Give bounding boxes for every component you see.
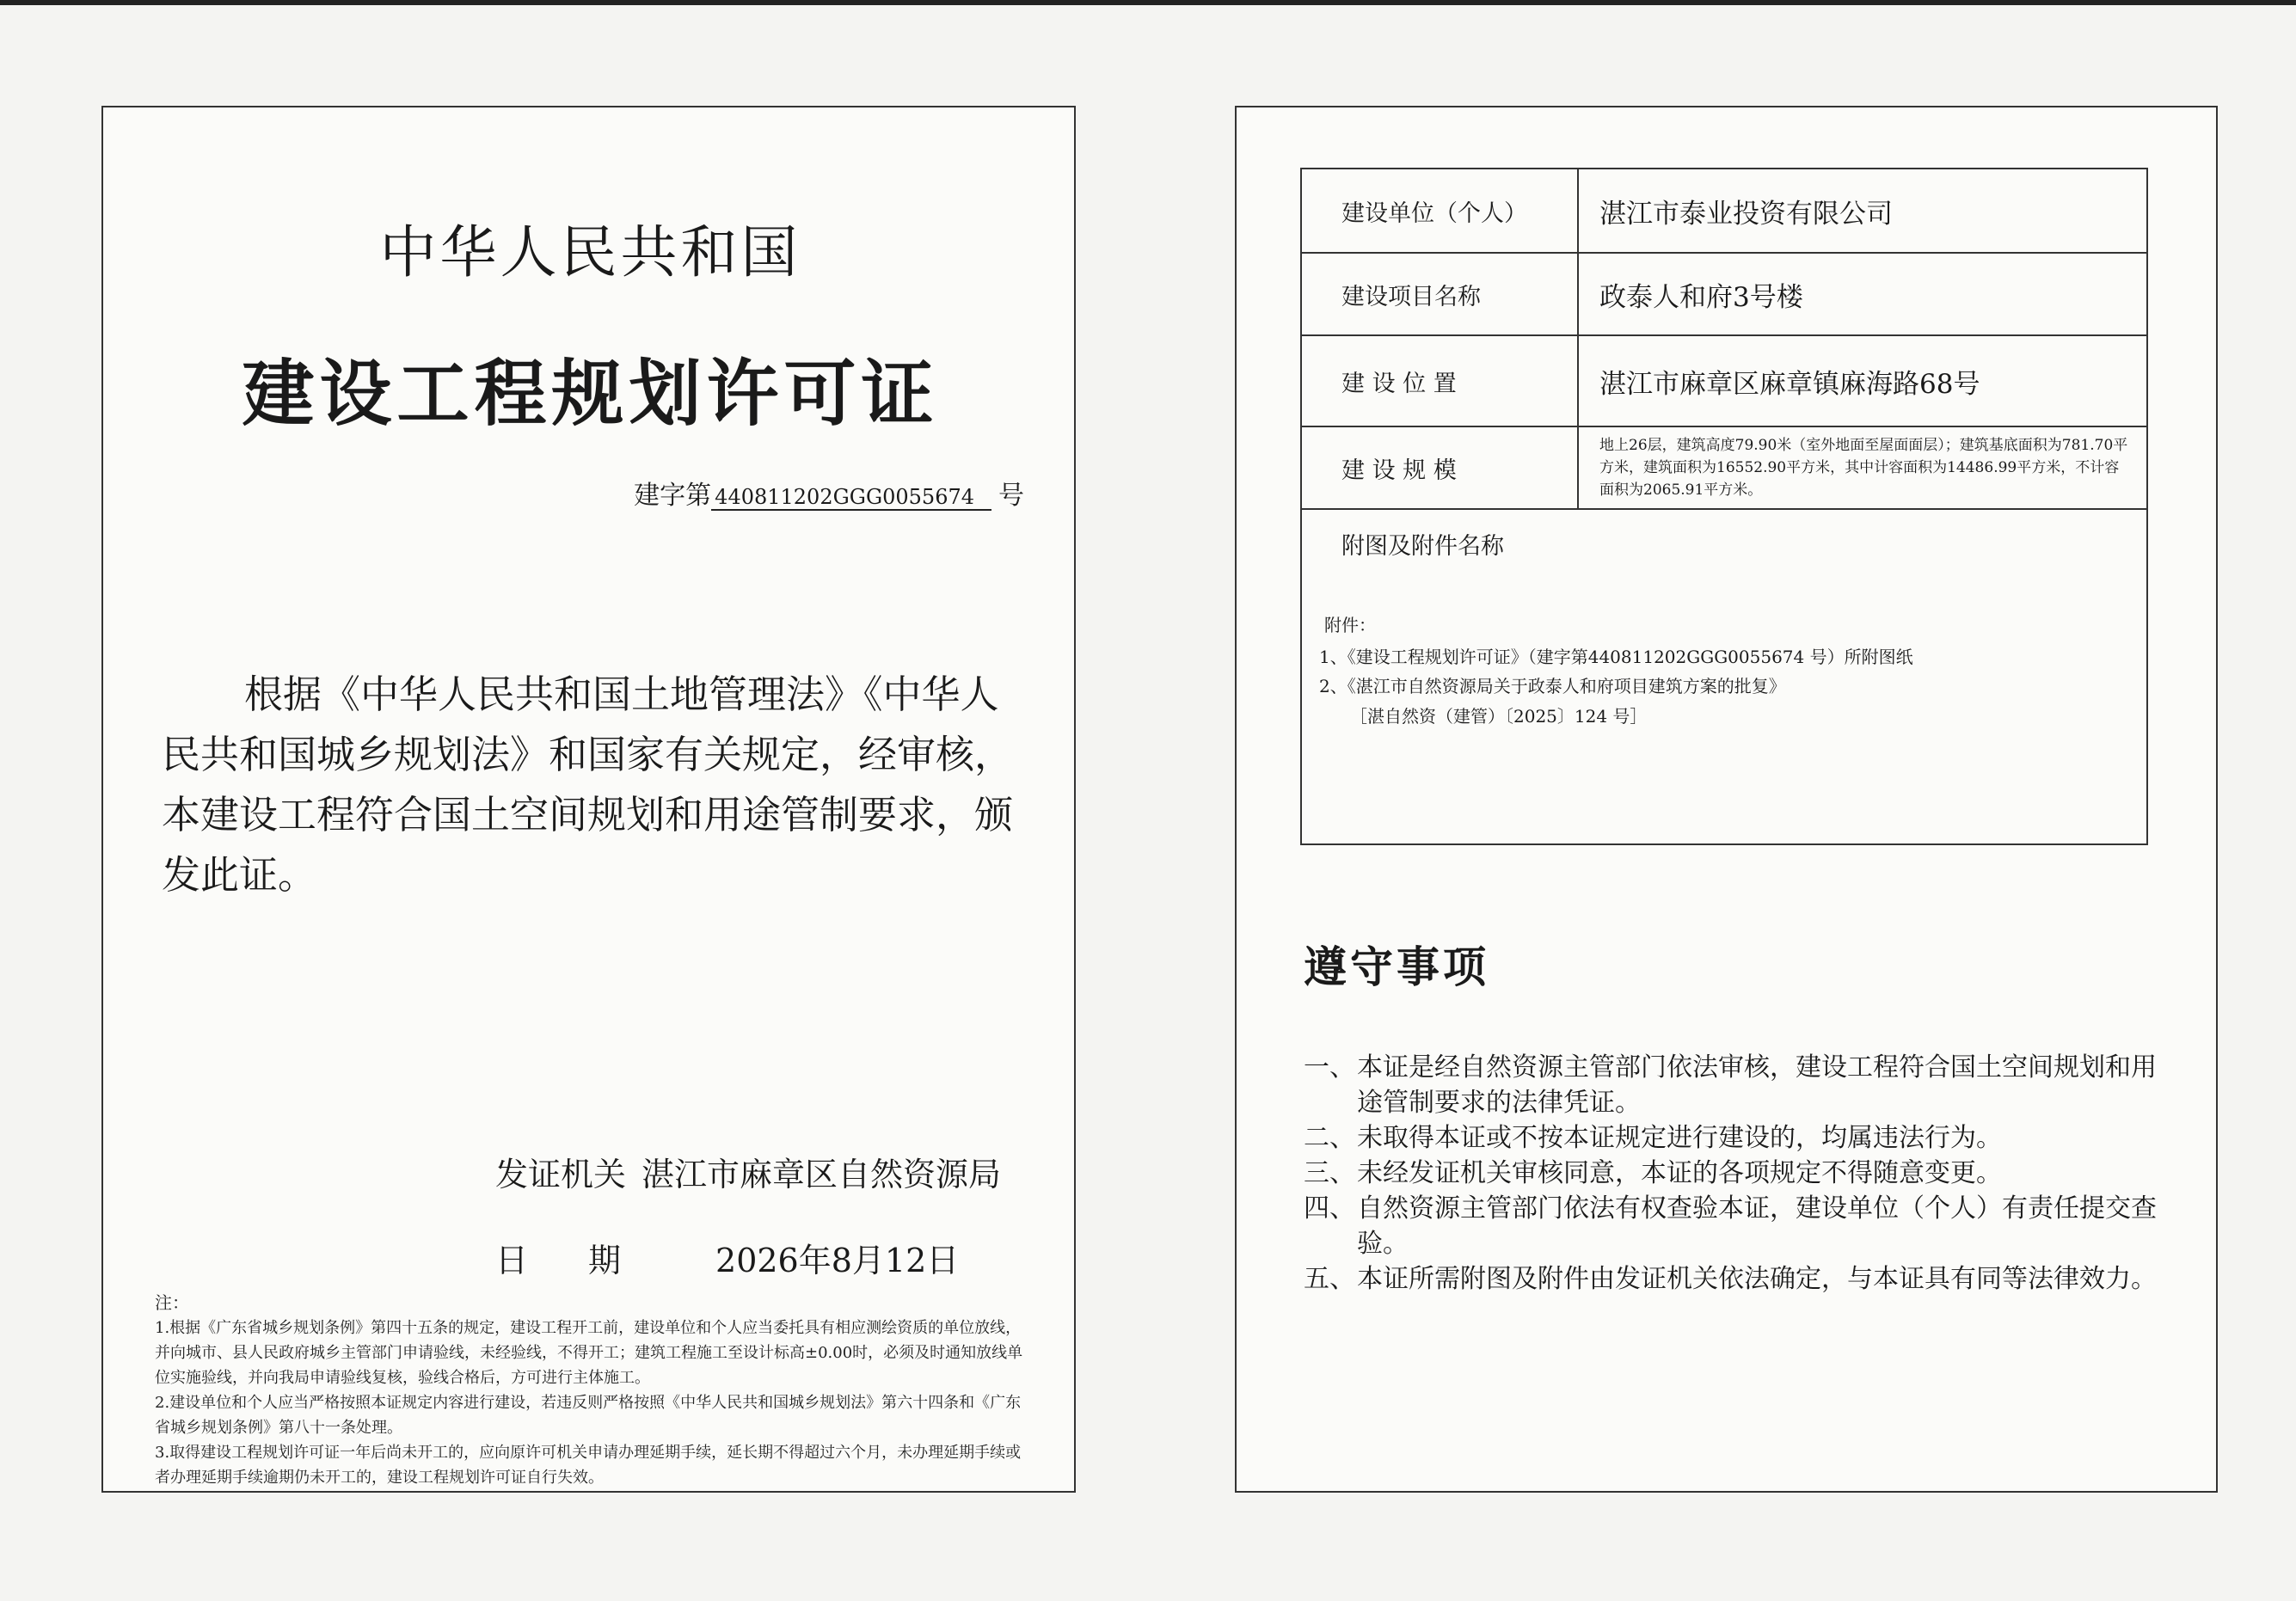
row-label: 建 设 规 模	[1301, 426, 1578, 509]
issuer-value: 湛江市麻章区自然资源局	[642, 1156, 1002, 1193]
scan-top-edge	[0, 0, 2296, 5]
attachment-reference: ［湛自然资（建管）〔2025〕124 号］	[1350, 706, 1648, 727]
attachments-list	[1319, 642, 1913, 701]
attachments-header: 附件：	[1324, 615, 1376, 635]
row-label: 建设单位（个人）	[1301, 169, 1578, 253]
attachments-box	[1300, 508, 2148, 845]
cert-no-prefix: 建字第	[634, 481, 712, 511]
certificate-body-text: 根据《中华人民共和国土地管理法》《中华人民共和国城乡规划法》和国家有关规定，经审核，本建设工程符合国土空间规划和用途管制要求，颁发此证。	[162, 672, 1014, 898]
certificate-body	[162, 665, 1022, 905]
rule-item	[1304, 1050, 2172, 1120]
row-label: 建 设 位 置	[1301, 335, 1578, 426]
rule-number: 五、	[1304, 1264, 1355, 1294]
certificate-title: 建设工程规划许可证	[242, 352, 939, 436]
rule-number: 二、	[1304, 1123, 1355, 1153]
issuing-authority	[495, 1148, 1001, 1195]
rule-text: 自然资源主管部门依法有权查验本证，建设单位（个人）有责任提交查验。	[1357, 1193, 2157, 1259]
table-row	[1301, 169, 2147, 253]
issuer-label: 发证机关	[495, 1156, 627, 1193]
certificate-front-page	[101, 106, 1076, 1493]
rule-text: 本证所需附图及附件由发证机关依法确定，与本证具有同等法律效力。	[1357, 1264, 2157, 1294]
country-name: 中华人民共和国	[379, 219, 801, 285]
notes-header: 注：	[155, 1292, 189, 1313]
rule-item	[1304, 1191, 2172, 1261]
row-value: 政泰人和府3号楼	[1578, 253, 2147, 335]
notes-section	[155, 1291, 1032, 1490]
rule-number: 四、	[1304, 1193, 1355, 1224]
row-value: 湛江市麻章区麻章镇麻海路68号	[1578, 335, 2147, 426]
rule-text: 未取得本证或不按本证规定进行建设的，均属违法行为。	[1357, 1123, 2002, 1153]
rule-item	[1304, 1261, 2172, 1297]
certificate-info-page	[1235, 106, 2218, 1493]
table-row	[1301, 426, 2147, 509]
rule-number: 一、	[1304, 1052, 1355, 1083]
date-label: 日期	[495, 1242, 682, 1279]
table-row	[1301, 335, 2147, 426]
obey-rules	[1304, 1050, 2172, 1297]
row-value: 湛江市泰业投资有限公司	[1578, 169, 2147, 253]
note-item: 2.建设单位和个人应当严格按照本证规定内容进行建设，若违反则严格按照《中华人民共和国城乡规划法》第六十四条和《广东省城乡规划条例》第八十一条处理。	[155, 1394, 1022, 1437]
obey-title: 遵守事项	[1304, 942, 1489, 992]
attachments-title: 附图及附件名称	[1341, 533, 1504, 560]
row-label: 建设项目名称	[1301, 253, 1578, 335]
rule-item	[1304, 1120, 2172, 1156]
rule-item	[1304, 1156, 2172, 1191]
note-item: 3.取得建设工程规划许可证一年后尚未开工的，应向原许可机关申请办理延期手续，延长期不得超过六个月，未办理延期手续或者办理延期手续逾期仍未开工的，建设工程规划许可证自行失效。	[155, 1444, 1022, 1487]
certificate-number	[634, 474, 1024, 512]
note-item: 1.根据《广东省城乡规划条例》第四十五条的规定，建设工程开工前，建设单位和个人应当委托具有相应测绘资质的单位放线，并向城市、县人民政府城乡主管部门申请验线，未经验线，不得开工；建筑工程施工至设计标高±0.00时，必须及时通知放线单位实施验线，并向我局申请验线复核，验线合格后，方可进行主体施工。	[155, 1319, 1023, 1387]
rule-text: 本证是经自然资源主管部门依法审核，建设工程符合国土空间规划和用途管制要求的法律凭证。	[1357, 1052, 2157, 1118]
attachment-item: 1、《建设工程规划许可证》（建字第440811202GGG0055674 号）所附图纸	[1319, 647, 1913, 667]
date-value: 2026年8月12日	[715, 1242, 960, 1279]
rule-text: 未经发证机关审核同意，本证的各项规定不得随意变更。	[1357, 1158, 2002, 1188]
cert-no-suffix: 号	[998, 481, 1024, 511]
cert-no-value: 440811202GGG0055674	[711, 485, 991, 511]
attachment-item: 2、《湛江市自然资源局关于政泰人和府项目建筑方案的批复》	[1319, 676, 1786, 696]
table-row	[1301, 253, 2147, 335]
project-info-table	[1300, 168, 2148, 510]
issue-date	[495, 1234, 959, 1281]
row-value: 地上26层，建筑高度79.90米（室外地面至屋面面层）；建筑基底面积为781.70平方米，建筑面积为16552.90平方米，其中计容面积为14486.99平方米，不计容面积为2065.91平方米。	[1578, 426, 2147, 509]
rule-number: 三、	[1304, 1158, 1355, 1188]
